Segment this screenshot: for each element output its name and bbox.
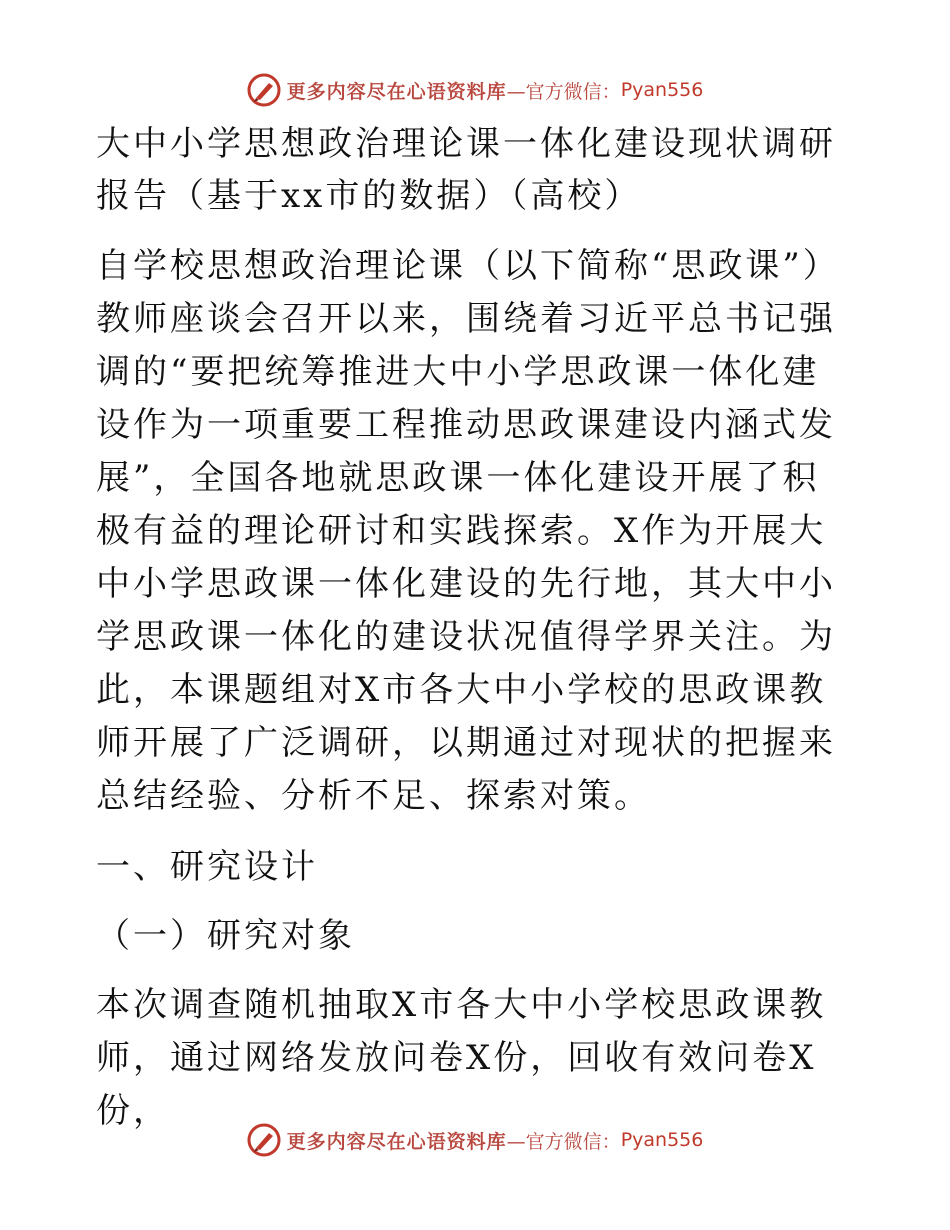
watermark-banner-top [0,70,950,110]
watermark-separator: —官方微信： [506,80,621,103]
watermark-handle: Pyan556 [620,1129,704,1151]
watermark-separator: —官方微信： [506,1130,621,1153]
watermark-handle: Pyan556 [620,79,704,101]
document-body [96,118,856,1138]
pen-logo-icon [247,73,281,107]
watermark-text: 更多内容尽在心语资料库 [286,80,507,103]
body-paragraph: 本次调查随机抽取X市各大中小学校思政课教师，通过网络发放问卷X份，回收有效问卷X份， [96,985,827,1131]
watermark-banner-bottom [0,1120,950,1160]
section-heading: 一、研究设计 [96,847,318,887]
document-title: 大中小学思想政治理论课一体化建设现状调研报告（基于xx市的数据）（高校） [96,124,836,216]
pen-logo-icon [247,1123,281,1157]
subsection-heading: （一）研究对象 [96,916,355,956]
watermark-text: 更多内容尽在心语资料库 [286,1130,507,1153]
intro-paragraph: 自学校思想政治理论课（以下简称“思政课”）教师座谈会召开以来，围绕着习近平总书记强调的“要把统筹推进大中小学思政课一体化建设作为一项重要工程推动思政课建设内涵式发展”，全国各地就思政课一体化建设开展了积极有益的理论研讨和实践探索。X作为开展大中小学思政课一体化建设的先行地，其大中小学思政课一体化的建设状况值得学界关注。为此，本课题组对X市各大中小学校的思政课教师开展了广泛调研，以期通过对现状的把握来总结经验、分析不足、探索对策。 [96,246,840,816]
